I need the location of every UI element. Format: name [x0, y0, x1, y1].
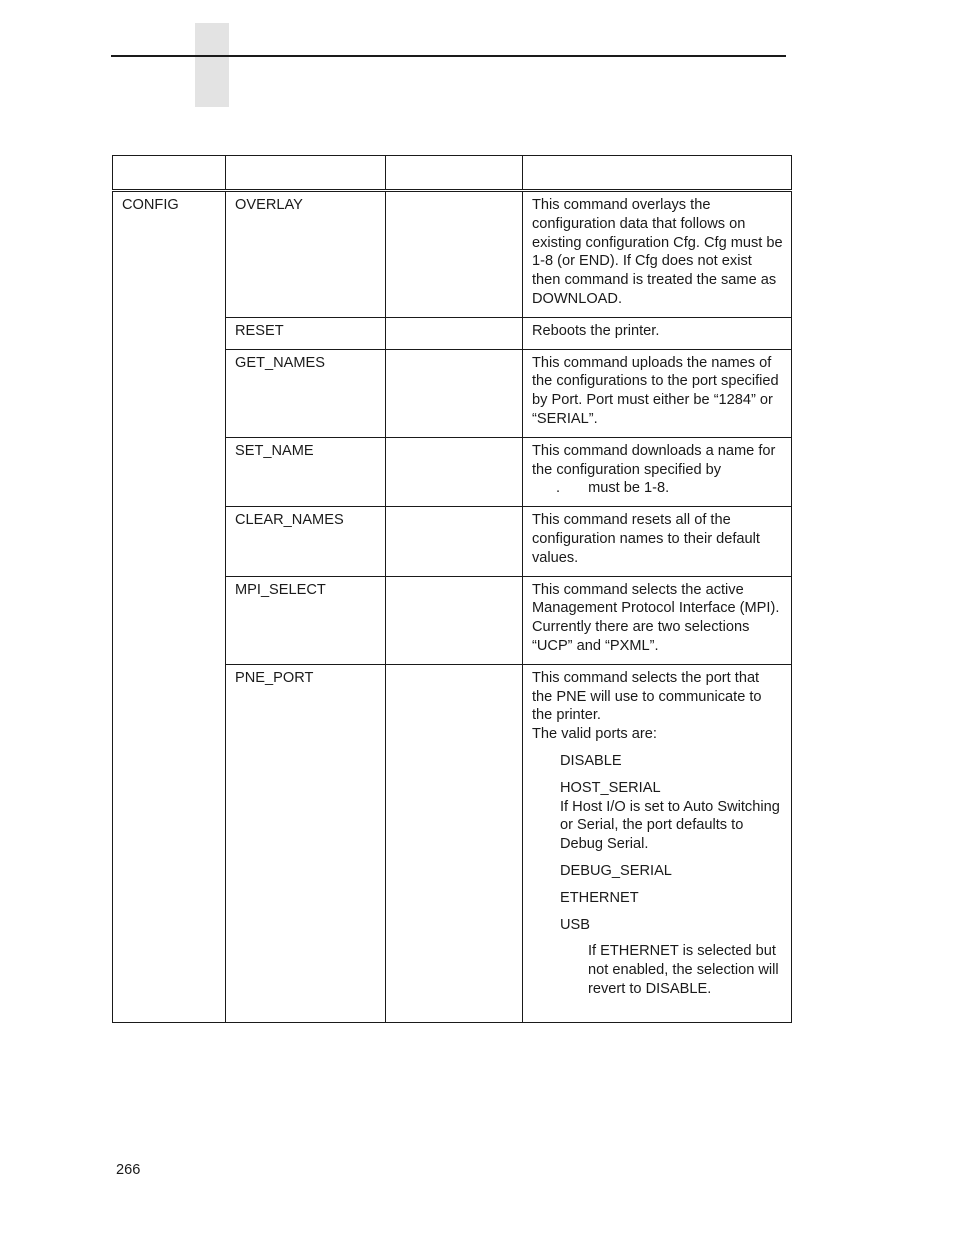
subcommand-cell — [226, 437, 386, 506]
command-table — [112, 155, 792, 1023]
header-cell-3 — [386, 156, 523, 191]
list-item — [560, 916, 783, 935]
list-item — [560, 889, 783, 908]
description-text: Reboots the printer. — [532, 322, 660, 339]
subcommand-name: OVERLAY — [235, 197, 303, 213]
subcommand-name: RESET — [235, 322, 284, 339]
description-cell — [523, 191, 792, 318]
description-line-2: must be 1-8. — [588, 480, 670, 497]
description-cell — [523, 437, 792, 506]
subcommand-name: PNE_PORT — [235, 669, 314, 686]
port-name: DEBUG_SERIAL — [560, 862, 672, 879]
subcommand-cell — [226, 507, 386, 576]
table-header-row — [113, 156, 792, 191]
parameters-text — [386, 350, 522, 362]
description-intro: This command selects the port that the PNE will use to communicate to the printer. — [532, 669, 762, 724]
port-note: If Host I/O is set to Auto Switching or Serial, the port defaults to Debug Serial. — [560, 798, 780, 853]
description-cell — [523, 317, 792, 349]
final-note: If ETHERNET is selected but not enabled, the selection will revert to DISABLE. — [588, 943, 779, 997]
subcommand-cell — [226, 349, 386, 437]
description-valid-ports: The valid ports are: — [532, 726, 657, 743]
subcommand-name: CLEAR_NAMES — [235, 512, 344, 529]
parameters-text — [386, 192, 522, 204]
subcommand-cell — [226, 664, 386, 1022]
parameters-cell — [386, 191, 523, 318]
subcommand-name: SET_NAME — [235, 442, 314, 459]
description-cell — [523, 349, 792, 437]
parameters-text — [386, 507, 522, 519]
parameters-text — [386, 665, 522, 677]
port-list — [532, 752, 783, 934]
port-name: USB — [560, 916, 591, 933]
description-text — [523, 665, 791, 1007]
parameters-cell — [386, 437, 523, 506]
parameters-text — [386, 318, 522, 330]
list-item — [560, 752, 783, 771]
description-cell — [523, 507, 792, 576]
header-cell-4 — [523, 156, 792, 191]
parameters-cell — [386, 349, 523, 437]
parameters-cell — [386, 664, 523, 1022]
parameters-cell — [386, 507, 523, 576]
description-line-1: This command downloads a name for the configuration specified by — [532, 442, 776, 478]
parameters-cell — [386, 317, 523, 349]
description-text: This command selects the active Management Protocol Interface (MPI). Currently there are two selections “UCP” and “PXML”. — [532, 581, 780, 654]
subcommand-cell — [226, 576, 386, 664]
port-name: HOST_SERIAL — [560, 779, 661, 796]
subcommand-cell — [226, 191, 386, 318]
description-text: This command resets all of the configuration names to their default values. — [532, 512, 760, 566]
port-name: ETHERNET — [560, 889, 639, 906]
description-text: This command uploads the names of the configurations to the port specified by Port. Port must either be “1284” or “SERIAL”. — [532, 354, 779, 427]
header-cell-2 — [226, 156, 386, 191]
chapter-tab-block — [195, 23, 229, 107]
description-text — [523, 438, 791, 506]
list-item — [560, 862, 783, 881]
description-dot: . — [556, 480, 561, 497]
subcommand-name: GET_NAMES — [235, 354, 326, 371]
list-item — [560, 779, 783, 854]
parameters-text — [386, 438, 522, 450]
parameters-cell — [386, 576, 523, 664]
description-text: This command overlays the configuration data that follows on existing configuration Cfg. Cfg must be 1-8 (or END). If Cfg does not exist then command is treated the same as DOWNLOAD. — [532, 197, 783, 307]
command-name: CONFIG — [122, 197, 179, 213]
command-cell — [113, 191, 226, 1023]
description-cell — [523, 664, 792, 1022]
page-number: 266 — [116, 1162, 141, 1178]
subcommand-name: MPI_SELECT — [235, 581, 326, 598]
header-cell-1 — [113, 156, 226, 191]
parameters-text — [386, 577, 522, 589]
port-name: DISABLE — [560, 752, 622, 769]
subcommand-cell — [226, 317, 386, 349]
description-cell — [523, 576, 792, 664]
table-row — [113, 191, 792, 318]
header-rule — [111, 55, 786, 57]
